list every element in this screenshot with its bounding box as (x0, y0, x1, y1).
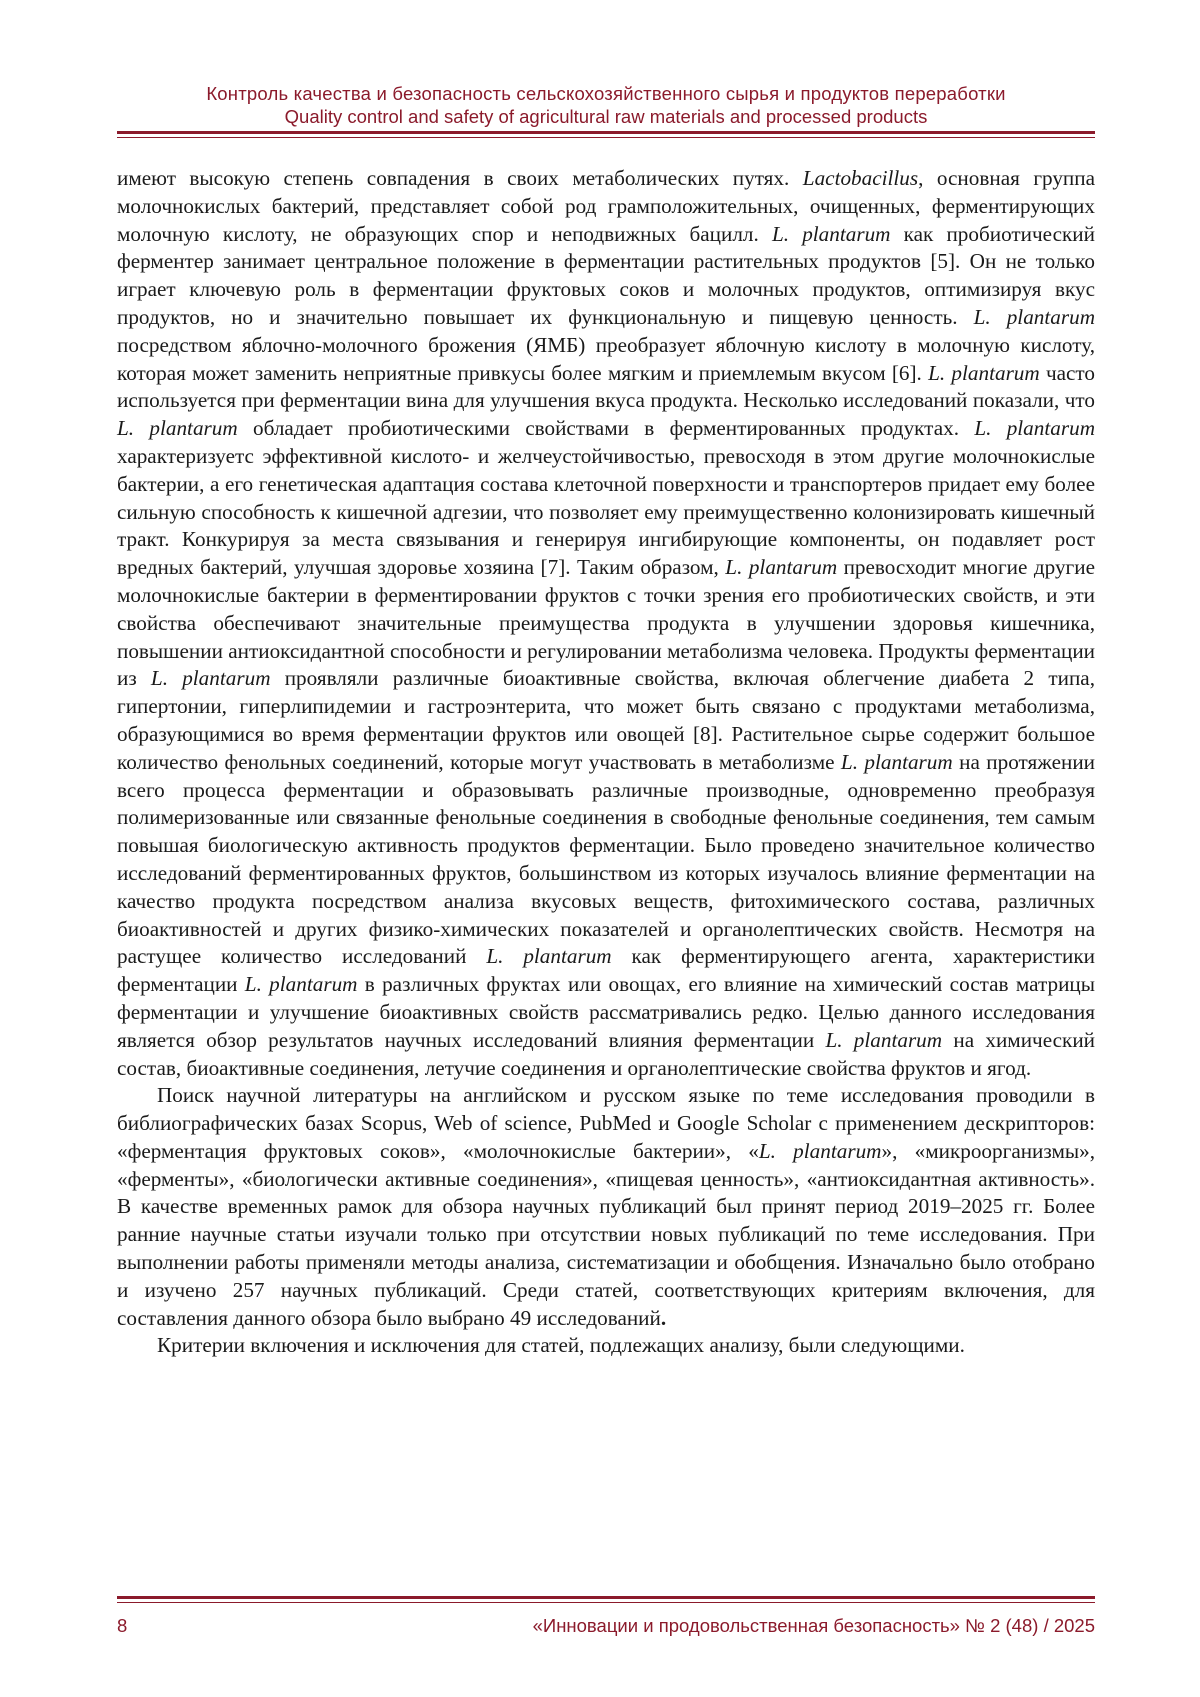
text-segment: как пробиотический ферментер занимает центральное положение в ферментации растительных продуктов [5]. Он не только играет ключевую роль в ферментации фруктовых соков и молочных продуктов, оптимизируя вкус продуктов, но и значительно повышает их функциональную и пищевую ценность. (117, 221, 1095, 329)
text-segment: характеризуетс эффективной кислото- и желчеустойчивостью, превосходя в этом другие молочнокислые бактерии, а его генетическая адаптация состава клеточной поверхности и транспортеров придает ему более сильную способность к кишечной адгезии, что позволяет ему преимущественно колонизировать кишечный тракт. Конкурируя за места связывания и генерируя ингибирующие компоненты, он подавляет рост вредных бактерий, улучшая здоровье хозяина [7]. Таким образом, (117, 443, 1095, 580)
header-rule-thin (117, 137, 1095, 138)
footer-rule-thick (117, 1596, 1095, 1599)
species-name: L. plantarum (840, 749, 953, 774)
header-title-ru: Контроль качества и безопасность сельскохозяйственного сырья и продуктов переработки (206, 83, 1006, 104)
text-segment: Поиск научной литературы на английском и русском языке по теме исследования проводили в библиографических базах Scopus, Web of science, PubMed и Google Scholar с применением дескрипторов: «ферментация фруктовых соков», «молочнокислые бактерии», « (117, 1083, 1095, 1163)
header-rule-thick (117, 131, 1095, 134)
text-segment: Критерии включения и исключения для статей, подлежащих анализу, были следующими. (157, 1333, 965, 1358)
text-segment: проявляли различные биоактивные свойства, включая облегчение диабета 2 типа, гипертонии, гиперлипидемии и гастроэнтерита, что может быть связано с продуктами метаболизма, образующимися во время ферментации фруктов или овощей [8]. Растительное сырье содержит большое количество фенольных соединений, которые могут участвовать в метаболизме (117, 666, 1095, 774)
species-name: L. plantarum (973, 304, 1095, 329)
text-segment: , основная группа молочнокислых бактерий, представляет собой род грамположительных, очищенных, ферментирующих молочную кислоту, не образующих спор и неподвижных бацилл. (117, 166, 1095, 246)
paragraph-p2 (117, 1082, 1095, 1332)
text-segment: превосходит многие другие молочнокислые бактерии в ферментировании фруктов с точки зрения его пробиотических свойств, и эти свойства обеспечивают значительные преимущества продукта в улучшении здоровья кишечника, повышении антиоксидантной способности и регулировании метаболизма человека. Продукты ферментации из (117, 555, 1095, 691)
text-segment: обладает пробиотическими свойствами в ферментированных продуктах. (237, 416, 975, 441)
article-body (117, 165, 1095, 1360)
running-header (117, 82, 1095, 128)
species-name: L. plantarum (150, 666, 271, 691)
header-title-en: Quality control and safety of agricultural raw materials and processed products (284, 106, 928, 127)
species-name: L. plantarum (974, 416, 1095, 441)
text-segment: на химический состав, биоактивные соединения, летучие соединения и органолептические свойства фруктов и ягод. (117, 1027, 1095, 1080)
text-segment: имеют высокую степень совпадения в своих метаболических путях. (117, 166, 803, 190)
species-name: L. plantarum (771, 221, 891, 246)
page-number: 8 (117, 1615, 128, 1636)
paragraph-p1 (117, 165, 1095, 1082)
text-segment: . (660, 1305, 667, 1330)
species-name: L. plantarum (486, 944, 612, 969)
species-name: L. plantarum (758, 1138, 882, 1163)
text-segment: как ферментирующего агента, характеристики ферментации (117, 944, 1095, 997)
journal-citation: «Инновации и продовольственная безопасность» № 2 (48) / 2025 (532, 1615, 1095, 1636)
species-name: L. plantarum (244, 972, 358, 997)
species-name: L. plantarum (825, 1027, 943, 1052)
text-segment: », «микроорганизмы», «ферменты», «биологически активные соединения», «пищевая ценность», «антиоксидантная активность». В качестве временных рамок для обзора научных публикаций был принят период 2019–2025 гг. Более ранние научные статьи изучали только при отсутствии новых публикаций по теме исследования. При выполнении работы применяли методы анализа, систематизации и обобщения. Изначально было отобрано и изучено 257 научных публикаций. Среди статей, соответствующих критериям включения, для составления данного обзора было выбрано 49 исследований (117, 1138, 1095, 1330)
species-name: L. plantarum (117, 416, 238, 441)
footer-rule-thin (117, 1602, 1095, 1603)
species-name: Lactobacillus (802, 166, 919, 190)
text-segment: посредством яблочно-молочного брожения (ЯМБ) преобразует яблочную кислоту в молочную кислоту, которая может заменить неприятные привкусы более мягким и приемлемым вкусом [6]. (117, 332, 1095, 385)
species-name: L. plantarum (725, 555, 838, 580)
text-segment: на протяжении всего процесса ферментации и образовывать различные производные, одновременно преобразуя полимеризованные или связанные фенольные соединения в свободные фенольные соединения, тем самым повышая биологическую активность продуктов ферментации. Было проведено значительное количество исследований ферментированных фруктов, большинством из которых изучалось влияние ферментации на качество продукта посредством анализа вкусовых веществ, фитохимического состава, различных биоактивностей и других физико-химических показателей и органолептических свойств. Несмотря на растущее количество исследований (117, 749, 1096, 969)
text-segment: в различных фруктах или овощах, его влияние на химический состав матрицы ферментации и улучшение биоактивных свойств рассматривались редко. Целью данного исследования является обзор результатов научных исследований влияния ферментации (117, 972, 1095, 1052)
text-segment: часто используется при ферментации вина для улучшения вкуса продукта. Несколько исследований показали, что (117, 360, 1095, 413)
species-name: L. plantarum (928, 360, 1040, 385)
paragraph-p3 (117, 1332, 1095, 1360)
